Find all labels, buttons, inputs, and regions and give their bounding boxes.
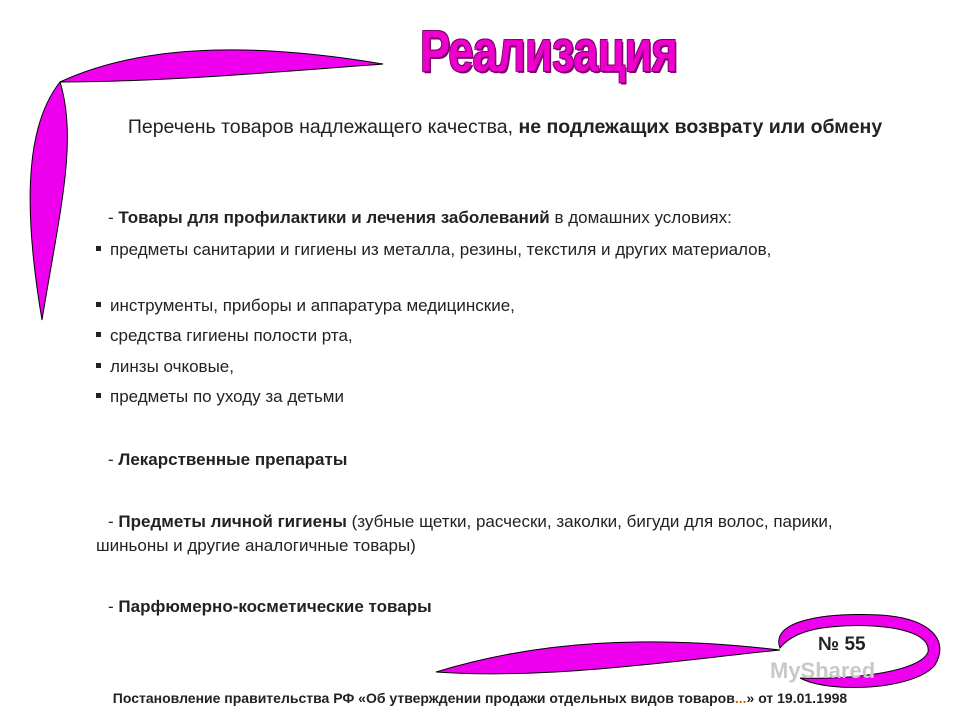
heading-bold-text: не подлежащих возврату или обмену bbox=[518, 116, 883, 138]
heading-normal-text: Перечень товаров надлежащего качества, bbox=[127, 116, 519, 138]
watermark-logo: MyShared bbox=[770, 658, 876, 683]
bullet-text: средства гигиены полости рта, bbox=[110, 326, 353, 345]
section-2-line bbox=[108, 450, 347, 470]
bottom-ribbon bbox=[436, 642, 780, 674]
footer-ellipsis: ... bbox=[734, 690, 747, 706]
slide-heading bbox=[100, 112, 910, 142]
bullet-text: предметы по уходу за детьми bbox=[110, 387, 344, 406]
section-1-title: Товары для профилактики и лечения заболеваний bbox=[118, 208, 550, 227]
bullet-text: предметы санитарии и гигиены из металла, резины, текстиля и других материалов, bbox=[110, 240, 772, 259]
bullet-text: линзы очковые, bbox=[110, 357, 234, 376]
section-dash: - bbox=[108, 512, 114, 531]
section-4-title: Парфюмерно-косметические товары bbox=[118, 597, 432, 616]
top-ribbon bbox=[60, 50, 383, 82]
square-bullet-icon bbox=[96, 302, 101, 307]
section-4-line bbox=[108, 597, 432, 617]
section-3-title: Предметы личной гигиены bbox=[118, 512, 347, 531]
bullet-text: инструменты, приборы и аппаратура медицинские, bbox=[110, 296, 515, 315]
section-1-line bbox=[108, 208, 732, 228]
section-1-rest: в домашних условиях: bbox=[549, 208, 732, 227]
slide-number-badge: № 55 bbox=[818, 634, 866, 655]
bullet-item-1 bbox=[96, 238, 896, 262]
section-dash: - bbox=[108, 597, 114, 616]
footer-citation bbox=[0, 690, 960, 706]
slide-title: Реализация bbox=[420, 19, 678, 84]
section-3-rest: (зубные щетки, расчески, заколки, бигуди для волос, парики, шиньоны и другие аналогичные товары) bbox=[96, 512, 833, 555]
footer-main-text: Постановление правительства РФ «Об утверждении продажи отдельных видов товаров bbox=[112, 690, 735, 706]
section-dash: - bbox=[108, 208, 114, 227]
square-bullet-icon bbox=[96, 246, 101, 251]
section-2-title: Лекарственные препараты bbox=[118, 450, 348, 469]
bullet-item-3 bbox=[96, 326, 353, 346]
footer-tail-text: » от 19.01.1998 bbox=[746, 690, 848, 706]
bullet-item-5 bbox=[96, 387, 344, 407]
section-3-line bbox=[96, 510, 896, 558]
bullet-item-2 bbox=[96, 296, 515, 316]
square-bullet-icon bbox=[96, 332, 101, 337]
bullet-item-4 bbox=[96, 357, 234, 377]
section-dash: - bbox=[108, 450, 114, 469]
left-ribbon bbox=[30, 82, 67, 320]
square-bullet-icon bbox=[96, 393, 101, 398]
square-bullet-icon bbox=[96, 363, 101, 368]
